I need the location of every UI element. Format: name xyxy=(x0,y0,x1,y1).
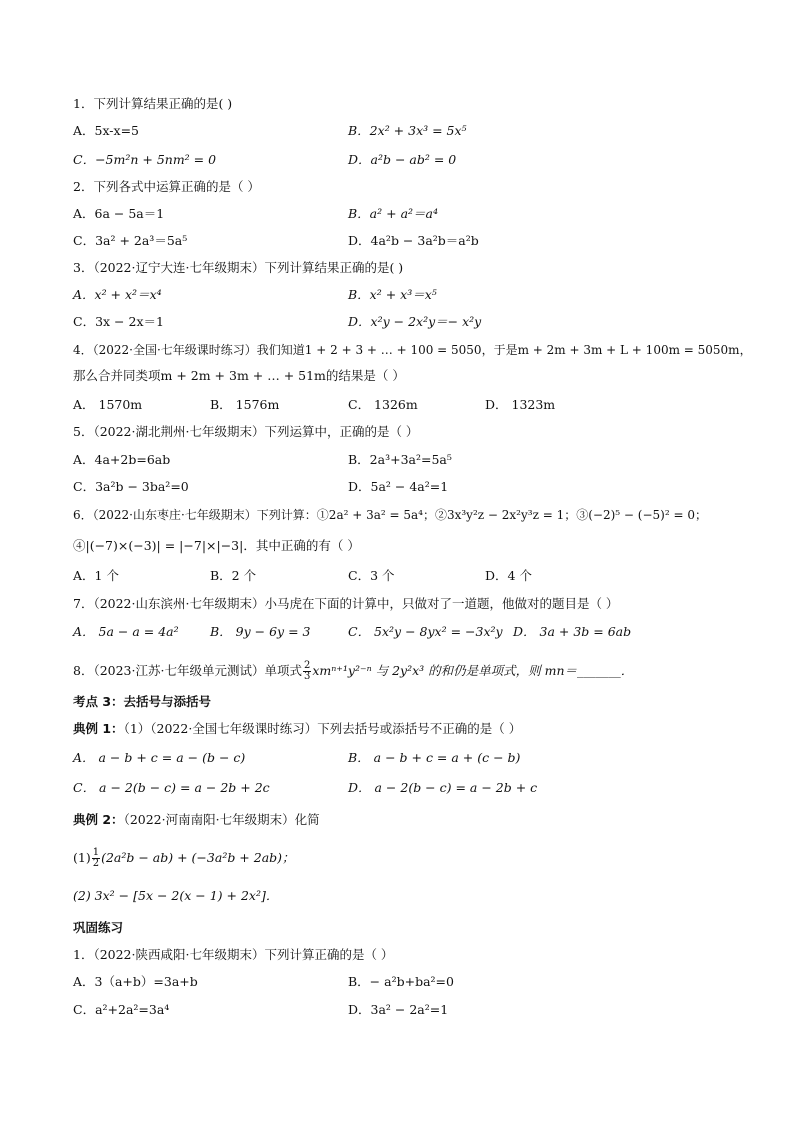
question-7-options xyxy=(73,622,733,642)
question-5-stem: 5．（2022·湖北荆州·七年级期末）下列运算中，正确的是（ ） xyxy=(73,424,419,439)
option-c: C． 5x²y − 8yx² = −3x²y xyxy=(348,624,503,639)
question-6-stem-line1: 6．（2022·山东枣庄·七年级期末）下列计算：①2a² + 3a² = 5a⁴；②3x³y²z − 2x²y³z = 1；③(−2)⁵ − (−5)² = 0； xyxy=(73,508,707,522)
option-c: C．3a²b − 3ba²=0 xyxy=(73,479,189,494)
example-2-part-1: (1) $\frac{1}{2}$ (2a²b − ab) + (−3a²b + 2ab)； xyxy=(73,847,295,869)
option-a: A．5x-x=5 xyxy=(73,123,140,138)
option-d: D．a²b − ab² = 0 xyxy=(348,152,457,167)
example-2-part-2: (2) 3x² − [5x − 2(x − 1) + 2x²]． xyxy=(73,888,279,903)
question-8-pre: 8．（2023·江苏·七年级单元测试）单项式 xyxy=(73,663,302,678)
question-1-options-ab xyxy=(73,121,733,141)
practice-1-stem: 1．（2022·陕西咸阳·七年级期末）下列计算正确的是（ ） xyxy=(73,947,394,962)
practice-title: 巩固练习 xyxy=(73,920,124,935)
option-a: A． 5a − a = 4a² xyxy=(73,624,179,639)
question-2-options-ab xyxy=(73,204,733,224)
option-a: A．x² + x²＝x⁴ xyxy=(73,287,162,302)
question-8-post: xmⁿ⁺¹y²⁻ⁿ 与 2y²x³ 的和仍是单项式，则 mn＝_______． xyxy=(312,663,634,678)
option-d: D．4a²b − 3a²b＝a²b xyxy=(348,233,479,248)
option-d: D．3a² − 2a²=1 xyxy=(348,1002,449,1017)
section-title: 考点 3：去括号与添括号 xyxy=(73,694,212,709)
option-d: D． 3a + 3b = 6ab xyxy=(513,624,632,639)
fraction: $\frac{2}{3}$ xyxy=(303,660,311,682)
option-b: B．2x² + 3x³ = 5x⁵ xyxy=(348,123,467,138)
question-4-options xyxy=(73,395,733,415)
question-4-stem-line2: 那么合并同类项m + 2m + 3m + … + 51m的结果是（ ） xyxy=(73,368,405,383)
question-8-stem xyxy=(73,659,733,683)
option-a: A．1 个 xyxy=(73,568,119,583)
question-1-options-cd xyxy=(73,150,733,170)
option-b: B．2 个 xyxy=(210,568,257,583)
question-6-stem-line2: ④|(−7)×(−3)| = |−7|×|−3|．其中正确的有（ ） xyxy=(73,538,360,553)
option-b: B．x² + x³＝x⁵ xyxy=(348,287,437,302)
example-1-options-cd xyxy=(73,778,733,798)
question-5-options-ab xyxy=(73,450,733,470)
question-1-stem: 1．下列计算结果正确的是( ) xyxy=(73,96,233,111)
option-c: C．a²+2a²=3a⁴ xyxy=(73,1002,170,1017)
option-b: B． 9y − 6y = 3 xyxy=(210,624,311,639)
option-a: A． 1570m xyxy=(73,397,143,412)
option-c: C．3 个 xyxy=(348,568,395,583)
question-2-stem: 2．下列各式中运算正确的是（ ） xyxy=(73,179,260,194)
example-1-stem: 典例 1：（1）（2022·全国七年级课时练习）下列去括号或添括号不正确的是（ ） xyxy=(73,721,522,736)
option-a: A．4a+2b=6ab xyxy=(73,452,171,467)
option-b: B．− a²b+ba²=0 xyxy=(348,974,454,989)
option-c: C．3x − 2x＝1 xyxy=(73,314,164,329)
fraction: $\frac{1}{2}$ xyxy=(92,847,100,869)
question-3-options-cd xyxy=(73,312,733,332)
example-2-stem: 典例 2：（2022·河南南阳·七年级期末）化简 xyxy=(73,812,320,827)
option-b: B．a² + a²＝a⁴ xyxy=(348,206,438,221)
practice-1-options-ab xyxy=(73,972,733,992)
option-d: D． 1323m xyxy=(485,397,556,412)
example-1-label: 典例 1： xyxy=(73,721,124,736)
option-c: C． 1326m xyxy=(348,397,418,412)
question-2-options-cd xyxy=(73,231,733,251)
option-c: C．3a² + 2a³＝5a⁵ xyxy=(73,233,188,248)
question-3-stem: 3．（2022·辽宁大连·七年级期末）下列计算结果正确的是( ) xyxy=(73,260,404,275)
practice-1-options-cd xyxy=(73,1000,733,1020)
option-d: D．x²y − 2x²y＝− x²y xyxy=(348,314,482,329)
example-1-options-ab xyxy=(73,748,733,768)
option-d: D． a − 2(b − c) = a − 2b + c xyxy=(348,780,538,795)
question-6-options xyxy=(73,566,733,586)
option-a: A．6a − 5a＝1 xyxy=(73,206,165,221)
option-c: C． a − 2(b − c) = a − 2b + 2c xyxy=(73,780,270,795)
option-b: B． 1576m xyxy=(210,397,280,412)
question-4-stem-line1: 4．（2022·全国·七年级课时练习）我们知道1 + 2 + 3 + … + 100 = 5050，于是m + 2m + 3m + L + 100m = 5050m， xyxy=(73,343,752,357)
option-a: A． a − b + c = a − (b − c) xyxy=(73,750,246,765)
question-7-stem: 7．（2022·山东滨州·七年级期末）小马虎在下面的计算中，只做对了一道题，他做对的题目是（ ） xyxy=(73,596,619,611)
question-5-options-cd xyxy=(73,477,733,497)
option-b: B． a − b + c = a + (c − b) xyxy=(348,750,521,765)
option-d: D．4 个 xyxy=(485,568,532,583)
question-3-options-ab xyxy=(73,285,733,305)
option-a: A．3（a+b）=3a+b xyxy=(73,974,198,989)
option-d: D．5a² − 4a²=1 xyxy=(348,479,449,494)
example-2-label: 典例 2： xyxy=(73,812,124,827)
option-b: B．2a³+3a²=5a⁵ xyxy=(348,452,452,467)
option-c: C．−5m²n + 5nm² = 0 xyxy=(73,152,217,167)
